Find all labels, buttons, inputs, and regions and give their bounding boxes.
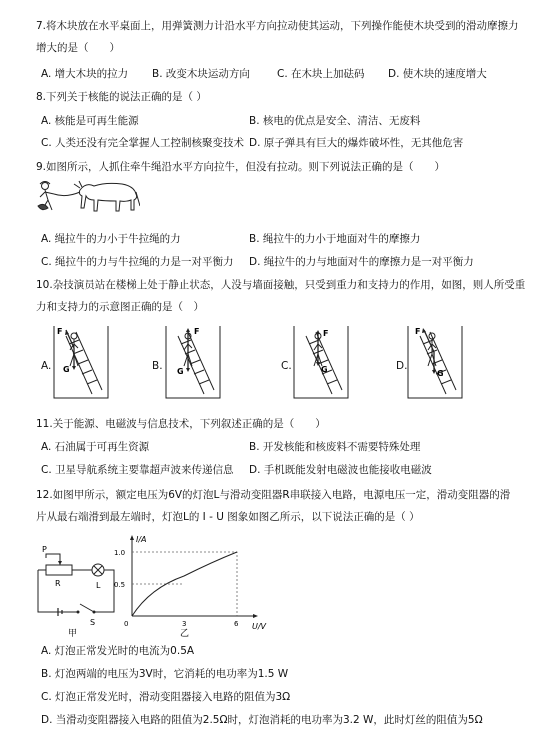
q12-option-b: B. 灯泡两端的电压为3V时，它消耗的电功率为1.5 W — [41, 668, 289, 680]
q12-option-d: D. 当滑动变阻器接入电路的阻值为2.5Ω时，灯泡消耗的电功率为3.2 W，此时灯丝的阻值为5Ω — [41, 714, 483, 726]
q10-a-force-label: F — [57, 327, 63, 336]
q9-option-c: C. 绳拉牛的力与牛拉绳的力是一对平衡力 — [41, 256, 234, 268]
q8-option-b: B. 核电的优点是安全、清洁、无废料 — [249, 115, 421, 127]
q7-option-b: B. 改变木块运动方向 — [152, 68, 250, 80]
circuit-label-r: R — [55, 579, 61, 588]
graph-x-tick-3: 3 — [182, 620, 187, 628]
graph-guide-lines — [132, 552, 237, 616]
circuit-label-p: P — [42, 545, 47, 554]
graph-y-tick-1: 1.0 — [114, 549, 126, 557]
graph-y-axis-label: I/A — [136, 535, 147, 544]
q10-option-c-label: C. — [281, 360, 292, 372]
q12-circuit-diagram — [30, 540, 120, 640]
q7-option-c: C. 在木块上加砝码 — [277, 68, 365, 80]
q9-option-d: D. 绳拉牛的力与地面对牛的摩擦力是一对平衡力 — [249, 256, 474, 268]
q12-iu-graph — [112, 532, 272, 640]
switch-symbol — [80, 604, 94, 612]
q10-figure-b — [164, 322, 226, 402]
q10-c-gravity-label: G — [321, 365, 328, 374]
q9-option-b: B. 绳拉牛的力小于地面对牛的摩擦力 — [249, 233, 421, 245]
q8-option-d: D. 原子弹具有巨大的爆炸破坏性，无其他危害 — [249, 137, 464, 149]
circuit-label-l: L — [96, 581, 101, 590]
q10-d-gravity-label: G — [437, 369, 444, 378]
q10-b-gravity-label: G — [177, 367, 184, 376]
q7-option-a: A. 增大木块的拉力 — [41, 68, 129, 80]
q10-figure-d — [406, 322, 468, 402]
q10-figure-c — [292, 322, 354, 402]
circuit-label-s: S — [90, 618, 96, 627]
q10-option-b-label: B. — [152, 360, 163, 372]
person-pulling-ox-figure — [36, 176, 140, 216]
q10-figure-a — [52, 322, 114, 402]
q7-option-d: D. 使木块的速度增大 — [388, 68, 487, 80]
q8-option-a: A. 核能是可再生能源 — [41, 115, 139, 127]
q9-stem: 9.如图所示，人抓住牵牛绳沿水平方向拉牛，但没有拉动。则下列说法正确的是（ ） — [36, 161, 446, 173]
q12-option-a: A. 灯泡正常发光时的电流为0.5A — [41, 645, 195, 657]
q10-c-force-label: F — [323, 329, 329, 338]
q12-stem-line1: 12.如图甲所示，额定电压为6V的灯泡L与滑动变阻器R串联接入电路，电源电压一定，滑动变阻器的滑 — [36, 489, 511, 501]
q10-b-force-label: F — [194, 327, 200, 336]
q10-stem-line2: 力和支持力的示意图正确的是（ ） — [36, 301, 204, 313]
q10-d-force-label: F — [415, 327, 421, 336]
iu-curve — [132, 552, 237, 616]
q10-a-gravity-label: G — [63, 365, 70, 374]
q12-stem-line2: 片从最右端滑到最左端时，灯泡L的 I - U 图象如图乙所示，以下说法正确的是（ ） — [36, 511, 420, 523]
q11-option-b: B. 开发核能和核废料不需要特殊处理 — [249, 441, 421, 453]
rheostat-symbol — [46, 565, 72, 575]
q11-option-d: D. 手机既能发射电磁波也能接收电磁波 — [249, 464, 432, 476]
graph-y-tick-05: 0.5 — [114, 581, 126, 589]
q11-option-c: C. 卫星导航系统主要靠超声波来传递信息 — [41, 464, 234, 476]
q12-option-c: C. 灯泡正常发光时，滑动变阻器接入电路的阻值为3Ω — [41, 691, 291, 703]
q7-stem-line1: 7.将木块放在水平桌面上，用弹簧测力计沿水平方向拉动使其运动，下列操作能使木块受到的滑动摩擦力 — [36, 20, 519, 32]
q10-option-a-label: A. — [41, 360, 52, 372]
graph-origin-label: 0 — [124, 620, 129, 628]
q11-stem: 11.关于能源、电磁波与信息技术，下列叙述正确的是（ ） — [36, 418, 326, 430]
graph-x-axis-label: U/V — [252, 622, 267, 631]
q7-stem-line2: 增大的是（ ） — [36, 42, 120, 54]
q8-option-c: C. 人类还没有完全掌握人工控制核聚变技术 — [41, 137, 245, 149]
q11-option-a: A. 石油属于可再生资源 — [41, 441, 150, 453]
q10-stem-line1: 10.杂技演员站在楼梯上处于静止状态，人没与墙面接触，只受到重力和支持力的作用，如图，则人所受重 — [36, 279, 526, 291]
q8-stem: 8.下列关于核能的说法正确的是（ ） — [36, 91, 207, 103]
graph-caption: 乙 — [180, 629, 190, 639]
q10-option-d-label: D. — [396, 360, 408, 372]
graph-x-tick-6: 6 — [234, 620, 239, 628]
q9-option-a: A. 绳拉牛的力小于牛拉绳的力 — [41, 233, 181, 245]
circuit-caption: 甲 — [68, 629, 78, 639]
